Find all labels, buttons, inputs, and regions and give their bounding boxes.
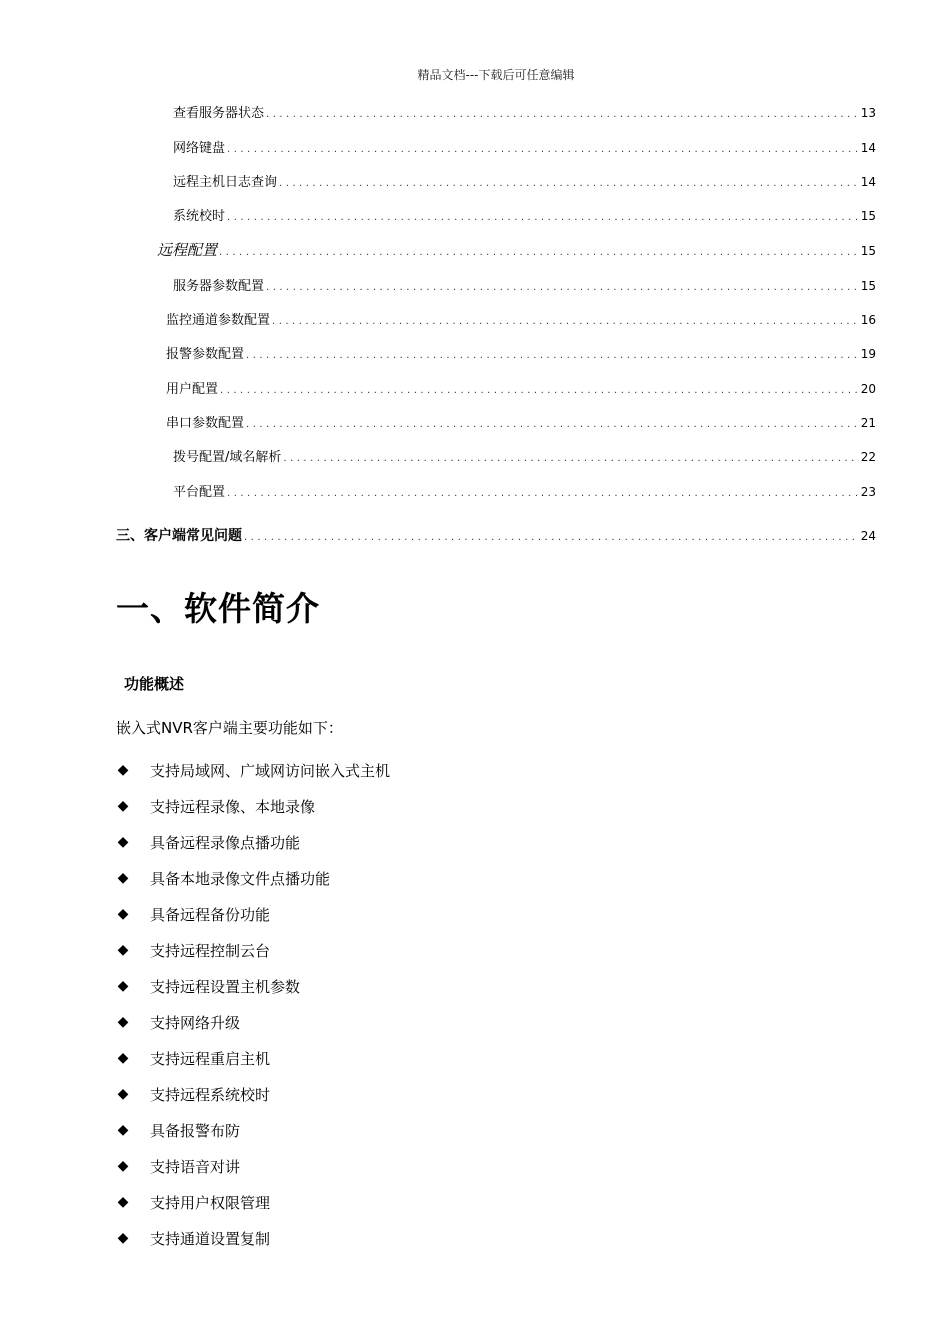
toc-leader-dots: [244, 527, 859, 549]
toc-entry[interactable]: [166, 378, 876, 400]
toc-entry[interactable]: [166, 309, 876, 331]
feature-text: 支持网络升级: [150, 1013, 241, 1032]
toc-entry-page: 24: [860, 529, 876, 543]
toc-entry-page: 21: [860, 416, 876, 430]
toc-entry-page: 19: [860, 347, 876, 361]
toc-entry-page: 15: [860, 279, 876, 293]
feature-text: 支持远程重启主机: [150, 1049, 271, 1068]
feature-text: 支持局域网、广域网访问嵌入式主机: [150, 761, 391, 780]
toc-leader-dots: [266, 104, 859, 126]
toc-entry-page: 15: [860, 244, 876, 258]
feature-text: 支持用户权限管理: [150, 1193, 271, 1212]
list-item: [116, 1112, 390, 1148]
feature-text: 支持远程录像、本地录像: [150, 797, 316, 816]
diamond-bullet-icon: ◆: [117, 906, 129, 922]
toc-entry-label: 用户配置: [166, 382, 219, 397]
list-item: [116, 1184, 390, 1220]
toc-leader-dots: [219, 242, 859, 264]
list-item: [116, 1076, 390, 1112]
toc-leader-dots: [220, 380, 859, 402]
toc-entry[interactable]: [166, 412, 876, 434]
toc-entry[interactable]: [173, 102, 876, 124]
feature-text: 支持通道设置复制: [150, 1229, 271, 1248]
toc-leader-dots: [246, 345, 859, 367]
toc-entry-label: 查看服务器状态: [173, 106, 265, 121]
diamond-bullet-icon: ◆: [117, 1086, 129, 1102]
toc-entry-page: 14: [860, 175, 876, 189]
toc-entry[interactable]: [173, 446, 876, 468]
toc-entry[interactable]: [173, 275, 876, 297]
diamond-bullet-icon: ◆: [117, 1122, 129, 1138]
list-item: [116, 896, 390, 932]
toc-leader-dots: [283, 448, 858, 470]
toc-leader-dots: [227, 139, 859, 161]
diamond-bullet-icon: ◆: [117, 1014, 129, 1030]
toc-leader-dots: [227, 483, 859, 505]
toc-entry-page: 13: [860, 106, 876, 120]
toc-entry-label: 服务器参数配置: [173, 279, 265, 294]
section-title: 一、软件简介: [116, 589, 320, 628]
list-item: [116, 968, 390, 1004]
toc-entry-label: 监控通道参数配置: [166, 313, 271, 328]
toc-entry-page: 20: [860, 382, 876, 396]
toc-entry-page: 23: [860, 485, 876, 499]
toc-leader-dots: [266, 277, 859, 299]
diamond-bullet-icon: ◆: [117, 870, 129, 886]
diamond-bullet-icon: ◆: [117, 978, 129, 994]
list-item: [116, 752, 390, 788]
intro-paragraph: 嵌入式NVR客户端主要功能如下：: [116, 719, 343, 737]
toc-entry-label: 网络键盘: [173, 141, 226, 156]
diamond-bullet-icon: ◆: [117, 834, 129, 850]
list-item: [116, 1220, 390, 1256]
diamond-bullet-icon: ◆: [117, 1158, 129, 1174]
feature-text: 支持远程系统校时: [150, 1085, 271, 1104]
toc-entry-page: 22: [860, 450, 876, 464]
toc-entry-page: 14: [860, 141, 876, 155]
toc-entry[interactable]: [173, 205, 876, 227]
feature-text: 支持远程控制云台: [150, 941, 271, 960]
toc-leader-dots: [227, 207, 859, 229]
toc-entry-label: 远程配置: [157, 241, 218, 259]
toc-entry[interactable]: [173, 137, 876, 159]
feature-text: 具备本地录像文件点播功能: [150, 869, 331, 888]
toc-entry-label: 报警参数配置: [166, 347, 245, 362]
diamond-bullet-icon: ◆: [117, 798, 129, 814]
toc-entry-page: 16: [860, 313, 876, 327]
toc-entry[interactable]: [157, 239, 876, 261]
list-item: [116, 824, 390, 860]
toc-entry[interactable]: [173, 481, 876, 503]
toc-entry[interactable]: [173, 171, 876, 193]
toc-entry-label: 系统校时: [173, 209, 226, 224]
toc-entry-label: 平台配置: [173, 485, 226, 500]
diamond-bullet-icon: ◆: [117, 942, 129, 958]
list-item: [116, 788, 390, 824]
toc-entry-label: 远程主机日志查询: [173, 175, 278, 190]
feature-text: 具备远程备份功能: [150, 905, 271, 924]
section-subtitle: 功能概述: [124, 675, 185, 693]
toc-entry-label: 三、客户端常见问题: [116, 528, 242, 544]
list-item: [116, 1040, 390, 1076]
diamond-bullet-icon: ◆: [117, 762, 129, 778]
diamond-bullet-icon: ◆: [117, 1050, 129, 1066]
toc-leader-dots: [246, 414, 859, 436]
list-item: [116, 1004, 390, 1040]
diamond-bullet-icon: ◆: [117, 1230, 129, 1246]
feature-list: [116, 752, 390, 1256]
list-item: [116, 1148, 390, 1184]
feature-text: 支持远程设置主机参数: [150, 977, 301, 996]
feature-text: 支持语音对讲: [150, 1157, 241, 1176]
toc-entry-page: 15: [860, 209, 876, 223]
toc-entry[interactable]: [166, 343, 876, 365]
list-item: [116, 932, 390, 968]
page-header: 精品文档---下载后可任意编辑: [417, 68, 575, 82]
feature-text: 具备远程录像点播功能: [150, 833, 301, 852]
toc-entry[interactable]: [116, 525, 876, 547]
list-item: [116, 860, 390, 896]
toc-entry-label: 串口参数配置: [166, 416, 245, 431]
toc-leader-dots: [272, 311, 859, 333]
feature-text: 具备报警布防: [150, 1121, 241, 1140]
diamond-bullet-icon: ◆: [117, 1194, 129, 1210]
toc-leader-dots: [279, 173, 859, 195]
toc-entry-label: 拨号配置/域名解析: [173, 450, 282, 465]
